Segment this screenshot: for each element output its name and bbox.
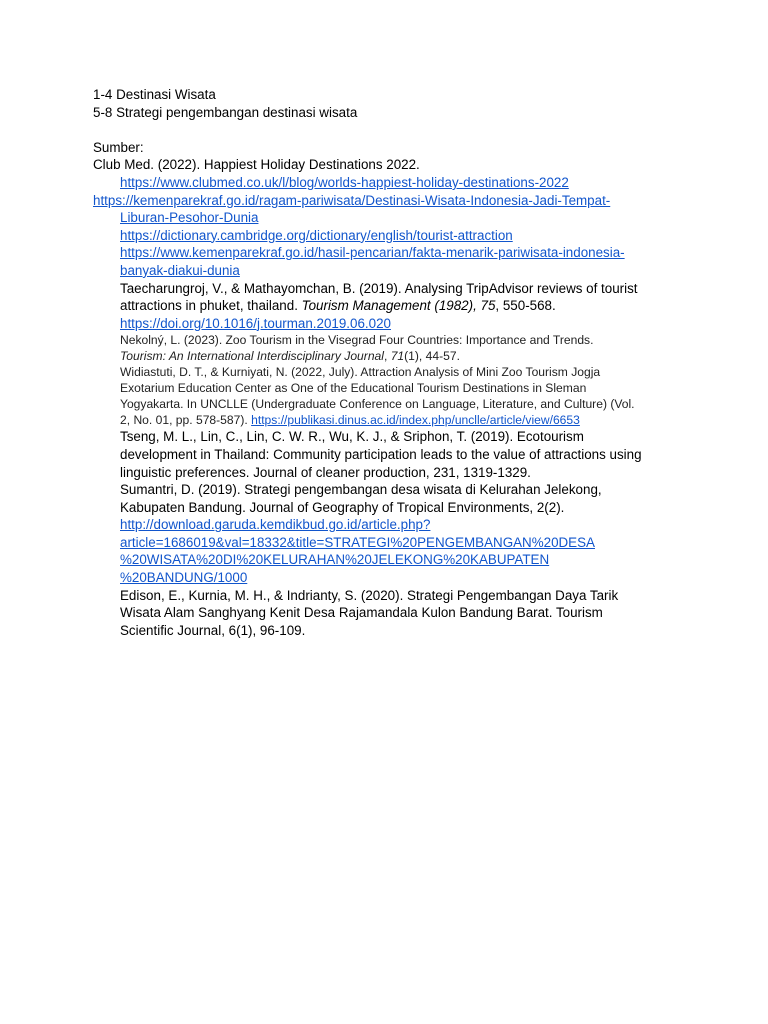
heading-line-2: 5-8 Strategi pengembangan destinasi wisata — [93, 104, 358, 120]
sumantri-link-cont-1[interactable]: article=1686019&val=18332&title=STRATEGI%20PENGEMBANGAN%20DESA — [120, 534, 595, 550]
taecharungroj-journal: Tourism Management (1982), 75 — [301, 298, 496, 314]
reference-clubmed-link-row — [93, 174, 683, 192]
heading-line-1: 1-4 Destinasi Wisata — [93, 87, 216, 102]
reference-widiastuti: Widiastuti, D. T., & Kurniyati, N. (2022, July). Attraction Analysis of Mini Zoo Tourism Jogja — [120, 365, 601, 380]
reference-kemenparekraf2-link-row — [93, 244, 683, 262]
nekolny-journal: Tourism: An International Interdisciplinary Journal — [120, 349, 384, 364]
taecharungroj-pages: , 550-568. — [495, 298, 556, 314]
reference-sumantri-link-row-4 — [93, 569, 683, 587]
reference-edison-cont-2: Scientific Journal, 6(1), 96-109. — [120, 622, 306, 638]
nekolny-volume: 71 — [390, 349, 405, 364]
reference-tseng-cont-1: development in Thailand: Community participation leads to the value of attractions using — [120, 446, 642, 462]
reference-widiastuti-cont-2: Yogyakarta. In UNCLLE (Undergraduate Conference on Language, Literature, and Culture) (Vol. — [120, 397, 635, 412]
reference-kemenparekraf2-link-row-cont — [93, 262, 683, 280]
reference-cambridge-link-row — [93, 227, 683, 245]
reference-widiastuti-cont-3 — [93, 412, 683, 428]
kemenparekraf2-link-cont[interactable]: banyak-diakui-dunia — [120, 262, 240, 278]
taecharungroj-doi-link[interactable]: https://doi.org/10.1016/j.tourman.2019.06.020 — [120, 315, 391, 331]
reference-sumantri-cont: Kabupaten Bandung. Journal of Geography of Tropical Environments, 2(2). — [120, 499, 565, 515]
reference-taecharungroj: Taecharungroj, V., & Mathayomchan, B. (2019). Analysing TripAdvisor reviews of tourist — [120, 280, 638, 296]
reference-sumantri: Sumantri, D. (2019). Strategi pengembangan desa wisata di Kelurahan Jelekong, — [120, 482, 602, 498]
sumantri-link[interactable]: http://download.garuda.kemdikbud.go.id/article.php? — [120, 517, 431, 533]
reference-widiastuti-cont-1: Exotarium Education Center as One of the Educational Tourism Destinations in Sleman — [120, 381, 587, 396]
reference-sumantri-link-row-2 — [93, 534, 683, 552]
widiastuti-link[interactable]: https://publikasi.dinus.ac.id/index.php/unclle/article/view/6653 — [251, 413, 580, 428]
reference-nekolny-cont — [93, 348, 683, 364]
reference-edison: Edison, E., Kurnia, M. H., & Indrianty, S. (2020). Strategi Pengembangan Daya Tarik — [120, 587, 619, 603]
reference-sumantri-link-row-1 — [93, 516, 683, 534]
reference-clubmed: Club Med. (2022). Happiest Holiday Destinations 2022. — [93, 157, 420, 173]
cambridge-link[interactable]: https://dictionary.cambridge.org/dictionary/english/tourist-attraction — [120, 227, 513, 243]
reference-taecharungroj-cont — [93, 297, 683, 315]
clubmed-link[interactable]: https://www.clubmed.co.uk/l/blog/worlds-happiest-holiday-destinations-2022 — [120, 174, 569, 190]
sumantri-link-cont-3[interactable]: %20BANDUNG/1000 — [120, 570, 248, 586]
widiastuti-pages: 2, No. 01, pp. 578-587). — [120, 413, 252, 428]
reference-nekolny: Nekolný, L. (2023). Zoo Tourism in the Visegrad Four Countries: Importance and Trends. — [120, 333, 594, 348]
reference-tseng: Tseng, M. L., Lin, C., Lin, C. W. R., Wu, K. J., & Sriphon, T. (2019). Ecotourism — [120, 429, 584, 445]
reference-kemenparekraf-link-row — [93, 192, 683, 210]
sumantri-link-cont-2[interactable]: %20WISATA%20DI%20KELURAHAN%20JELEKONG%20KABUPATEN — [120, 552, 550, 568]
reference-sumantri-link-row-3 — [93, 551, 683, 569]
nekolny-pages: (1), 44-57. — [404, 349, 460, 364]
kemenparekraf-link-cont[interactable]: Liburan-Pesohor-Dunia — [120, 210, 259, 226]
reference-taecharungroj-link-row — [93, 315, 683, 333]
blank-line — [93, 121, 683, 139]
nekolny-separator: , — [383, 349, 391, 364]
kemenparekraf-link[interactable]: https://kemenparekraf.go.id/ragam-pariwisata/Destinasi-Wisata-Indonesia-Jadi-Tempat- — [93, 192, 611, 208]
document-body — [93, 86, 683, 639]
taecharungroj-title: attractions in phuket, thailand. — [120, 298, 302, 314]
reference-tseng-cont-2: linguistic preferences. Journal of cleaner production, 231, 1319-1329. — [120, 464, 531, 480]
reference-edison-cont-1: Wisata Alam Sanghyang Kenit Desa Rajamandala Kulon Bandung Barat. Tourism — [120, 605, 603, 621]
kemenparekraf2-link[interactable]: https://www.kemenparekraf.go.id/hasil-pencarian/fakta-menarik-pariwisata-indonesia- — [120, 245, 625, 261]
reference-kemenparekraf-link-row-cont — [93, 209, 683, 227]
sources-label: Sumber: — [93, 139, 144, 155]
